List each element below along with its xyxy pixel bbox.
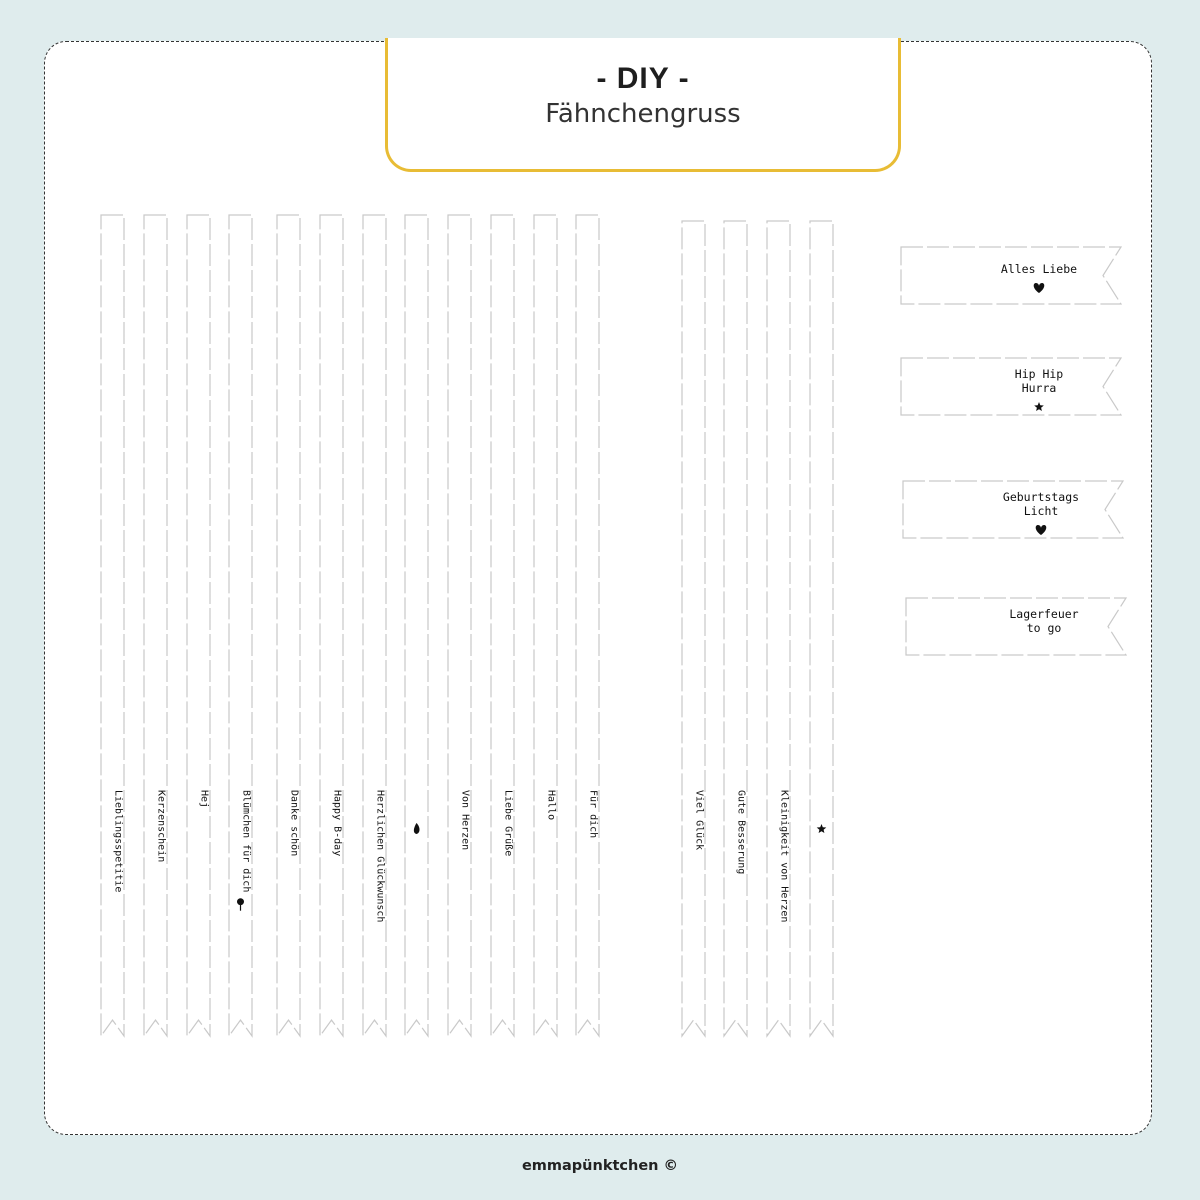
- strip-label: Kerzenschein: [155, 790, 167, 863]
- ribbon-strip: [277, 215, 300, 1036]
- strip-cut-outline: [320, 215, 343, 1036]
- strip-cut-outline: [405, 215, 428, 1036]
- strip-cut-outline: [724, 221, 747, 1036]
- ribbon-strip: [491, 215, 514, 1036]
- strip-label: Happy B-day: [331, 790, 343, 857]
- strip-cut-outline: [277, 215, 300, 1036]
- strip-cut-outline: [534, 215, 557, 1036]
- strips-group: [101, 215, 833, 1036]
- flag-banner: [901, 247, 1121, 304]
- strip-cut-outline: [682, 221, 705, 1036]
- ribbon-strip: [682, 221, 705, 1036]
- strip-cut-outline: [576, 215, 599, 1036]
- page-title: - DIY -: [596, 62, 690, 95]
- strip-label: Viel Glück: [693, 790, 705, 851]
- flower-icon: [237, 898, 244, 905]
- flag-label-line: Hip Hip: [1014, 367, 1064, 381]
- flag-banner: [906, 598, 1126, 655]
- strip-label: Für dich: [587, 790, 599, 839]
- flag-label-line: Geburtstags: [1002, 490, 1080, 504]
- ribbon-strip: [405, 215, 428, 1036]
- strip-label: Hej: [198, 790, 210, 809]
- flag-label-line: Lagerfeuer: [1009, 607, 1079, 621]
- strip-cut-outline: [491, 215, 514, 1036]
- strip-cut-outline: [810, 221, 833, 1036]
- ribbon-strip: [724, 221, 747, 1036]
- flag-cut-outline: [901, 358, 1121, 415]
- ribbon-strip: [576, 215, 599, 1036]
- page-subtitle: Fähnchengruss: [545, 99, 741, 129]
- strip-label: Lieblingsspetitie: [112, 790, 124, 893]
- flag-label-line: to go: [1026, 621, 1062, 635]
- footer-brand: emmapünktchen ©: [521, 1158, 679, 1174]
- ribbon-strip: [534, 215, 557, 1036]
- flag-label-line: Hurra: [1021, 381, 1057, 395]
- flag-banner: [901, 358, 1121, 415]
- strip-label: Hallo: [545, 790, 557, 821]
- ribbon-strip: [448, 215, 471, 1036]
- strip-cut-outline: [187, 215, 210, 1036]
- strip-cut-outline: [144, 215, 167, 1036]
- ribbon-strip: [187, 215, 210, 1036]
- ribbon-strip: [101, 215, 124, 1036]
- ribbon-strip: [810, 221, 833, 1036]
- flags-group: [901, 247, 1126, 655]
- strip-label: Liebe Grüße: [502, 790, 514, 857]
- strip-label: Kleinigkeit von Herzen: [778, 790, 790, 923]
- flag-label-line: Licht: [1023, 504, 1059, 518]
- strip-label: Gute Besserung: [735, 790, 747, 875]
- strip-label: Herzlichen Glückwunsch: [374, 790, 386, 923]
- strip-cut-outline: [229, 215, 252, 1036]
- strip-label: Danke schön: [288, 790, 300, 857]
- strip-label: Blümchen für dich: [240, 790, 252, 893]
- ribbon-strip: [144, 215, 167, 1036]
- strip-cut-outline: [448, 215, 471, 1036]
- ribbon-strip: [767, 221, 790, 1036]
- ribbon-strip: [363, 215, 386, 1036]
- ribbon-strip: [320, 215, 343, 1036]
- flag-label-line: Alles Liebe: [1000, 262, 1078, 276]
- flag-banner: [903, 481, 1123, 538]
- ribbon-strip: [229, 215, 252, 1036]
- strip-cut-outline: [101, 215, 124, 1036]
- strip-label: Von Herzen: [459, 790, 471, 851]
